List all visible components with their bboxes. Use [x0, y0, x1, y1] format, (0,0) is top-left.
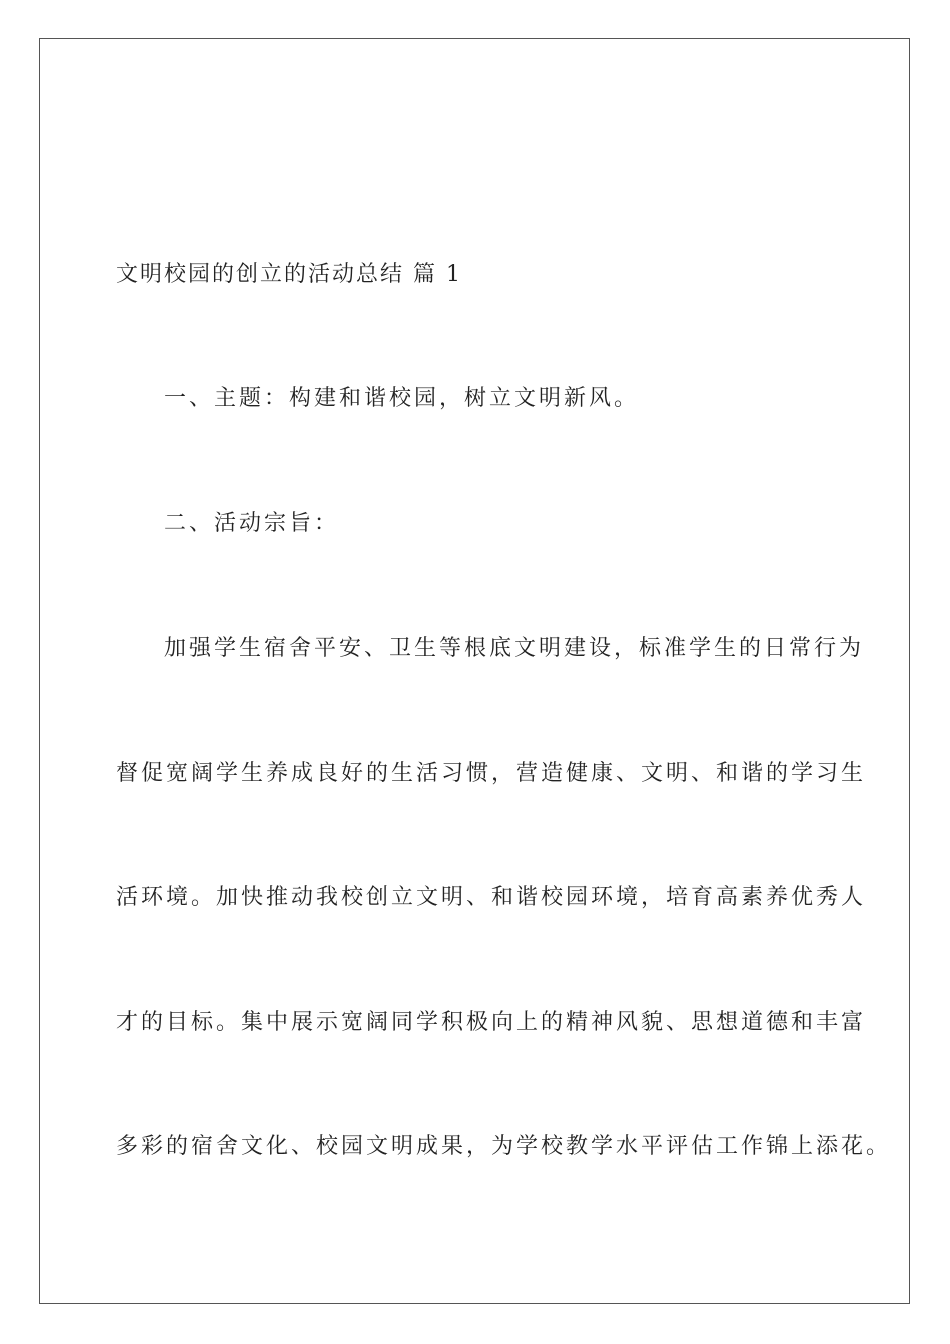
paragraph-line-4: 才的目标。集中展示宽阔同学积极向上的精神风貌、思想道德和丰富 — [116, 1010, 867, 1035]
paragraph-line-5: 多彩的宿舍文化、校园文明成果，为学校教学水平评估工作锦上添花。 — [116, 1134, 892, 1159]
section-theme: 一、主题：构建和谐校园，树立文明新风。 — [164, 386, 640, 411]
paragraph-line-3: 活环境。加快推动我校创立文明、和谐校园环境，培育高素养优秀人 — [116, 885, 867, 910]
paragraph-line-2: 督促宽阔学生养成良好的生活习惯，营造健康、文明、和谐的学习生 — [116, 761, 867, 786]
page-border — [39, 38, 910, 1304]
paragraph-line-1: 加强学生宿舍平安、卫生等根底文明建设，标准学生的日常行为 — [164, 636, 865, 661]
section-purpose-heading: 二、活动宗旨： — [164, 511, 340, 536]
document-title: 文明校园的创立的活动总结 篇 1 — [116, 262, 462, 287]
